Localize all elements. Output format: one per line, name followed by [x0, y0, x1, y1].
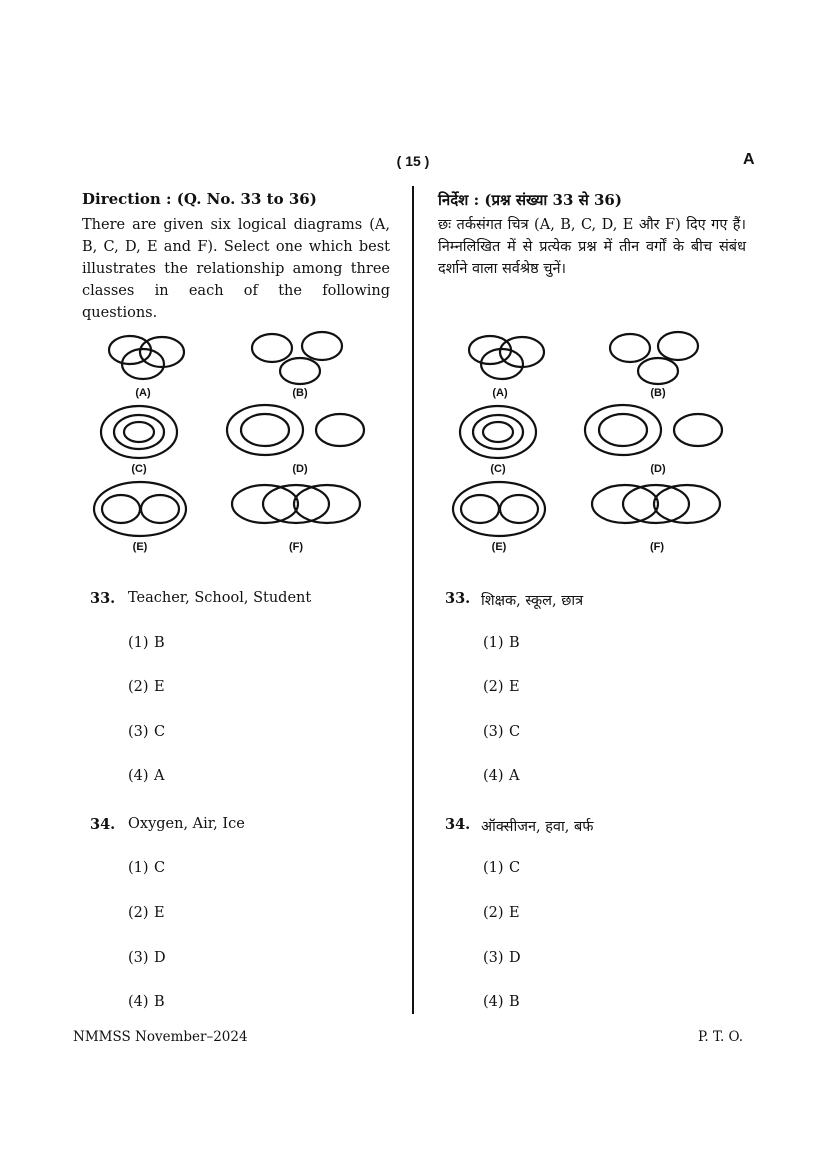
question-text: ऑक्सीजन, हवा, बर्फ	[481, 819, 594, 835]
option-value: C	[509, 860, 521, 876]
diagram-label-e: (E)	[132, 541, 148, 553]
option-value: C	[154, 860, 166, 876]
direction-text-hi: छः तर्कसंगत चित्र (A, B, C, D, E और F) दिए गए हैं। निम्नलिखित में से प्रत्येक प्रश्न में तीन वर्गों के बीच संबंध दर्शाने वाला सर्वश्रेष्ठ चुनें।	[438, 217, 746, 277]
option-value: B	[154, 994, 165, 1010]
option-number: (1)	[128, 860, 149, 876]
direction-text-en: There are given six logical diagrams (A, B, C, D, E and F). Select one which best illustrates the relationship among three classes in each of the following questions.	[82, 217, 390, 321]
option-3[interactable]	[128, 950, 166, 966]
footer-pto: P. T. O.	[698, 1029, 744, 1045]
diagram-c-concentric-circles	[101, 406, 177, 458]
option-number: (2)	[483, 679, 504, 695]
option-value: E	[509, 679, 520, 695]
diagram-label-d: (D)	[292, 463, 308, 475]
direction-title-hi: निर्देश : (प्रश्न संख्या 33 से 36)	[438, 191, 622, 209]
option-3[interactable]	[483, 950, 521, 966]
diagram-a-overlapping-circles	[469, 336, 544, 379]
diagram-label-f: (F)	[649, 541, 665, 553]
diagram-label-f: (F)	[288, 541, 304, 553]
option-4[interactable]	[483, 994, 520, 1010]
question-number: 33.	[445, 590, 471, 607]
option-value: E	[509, 905, 520, 921]
option-value: A	[509, 768, 520, 784]
diagram-label-e: (E)	[491, 541, 507, 553]
option-number: (1)	[483, 635, 504, 651]
question-number: 34.	[445, 816, 471, 833]
option-number: (4)	[483, 994, 504, 1010]
option-number: (1)	[483, 860, 504, 876]
diagram-label-d: (D)	[650, 463, 666, 475]
diagram-label-a: (A)	[492, 387, 508, 399]
option-number: (1)	[128, 635, 149, 651]
option-4[interactable]	[128, 768, 164, 784]
option-number: (3)	[483, 950, 504, 966]
diagram-b-disjoint-circles	[610, 332, 698, 384]
diagram-a-overlapping-circles	[109, 336, 184, 379]
diagram-label-c: (C)	[490, 463, 506, 475]
option-3[interactable]	[128, 724, 165, 740]
option-3[interactable]	[483, 724, 520, 740]
option-1[interactable]	[128, 860, 165, 876]
diagram-label-c: (C)	[131, 463, 147, 475]
page-number: ( 15 )	[396, 153, 430, 169]
option-number: (4)	[128, 768, 149, 784]
question-number: 33.	[90, 590, 116, 607]
option-value: B	[509, 994, 520, 1010]
diagram-f-chain-circles	[592, 485, 720, 523]
option-value: D	[509, 950, 521, 966]
option-2[interactable]	[128, 679, 165, 695]
logical-diagrams-en	[82, 328, 382, 558]
option-number: (2)	[128, 679, 149, 695]
option-1[interactable]	[483, 860, 520, 876]
option-value: E	[154, 679, 165, 695]
diagram-label-b: (B)	[650, 387, 666, 399]
option-4[interactable]	[128, 994, 165, 1010]
option-2[interactable]	[483, 905, 520, 921]
footer-exam-name: NMMSS November–2024	[73, 1029, 248, 1045]
option-value: D	[154, 950, 166, 966]
diagram-e-two-inside-one	[453, 482, 545, 536]
question-text: Oxygen, Air, Ice	[128, 816, 245, 832]
option-4[interactable]	[483, 768, 519, 784]
option-value: C	[154, 724, 166, 740]
option-value: C	[509, 724, 521, 740]
option-number: (2)	[483, 905, 504, 921]
set-code: A	[743, 151, 755, 168]
option-number: (3)	[128, 950, 149, 966]
diagram-d-nested-and-separate	[227, 405, 364, 455]
option-value: E	[154, 905, 165, 921]
option-number: (4)	[483, 768, 504, 784]
column-divider	[412, 186, 414, 1014]
option-number: (3)	[483, 724, 504, 740]
diagram-label-a: (A)	[135, 387, 151, 399]
question-number: 34.	[90, 816, 116, 833]
diagram-b-disjoint-circles	[252, 332, 342, 384]
option-value: B	[509, 635, 520, 651]
logical-diagrams-hi	[438, 328, 738, 558]
diagram-c-concentric-circles	[460, 406, 536, 458]
diagram-label-b: (B)	[292, 387, 308, 399]
diagram-e-two-inside-one	[94, 482, 186, 536]
direction-title-en: Direction : (Q. No. 33 to 36)	[82, 190, 317, 208]
diagram-d-nested-and-separate	[585, 405, 722, 455]
option-number: (4)	[128, 994, 149, 1010]
option-1[interactable]	[483, 635, 520, 651]
option-value: B	[154, 635, 165, 651]
question-text: Teacher, School, Student	[128, 590, 312, 606]
option-number: (3)	[128, 724, 149, 740]
diagram-f-chain-circles	[232, 485, 360, 523]
option-number: (2)	[128, 905, 149, 921]
question-text: शिक्षक, स्कूल, छात्र	[481, 593, 584, 609]
option-1[interactable]	[128, 635, 165, 651]
option-2[interactable]	[128, 905, 165, 921]
option-value: A	[154, 768, 165, 784]
option-2[interactable]	[483, 679, 520, 695]
